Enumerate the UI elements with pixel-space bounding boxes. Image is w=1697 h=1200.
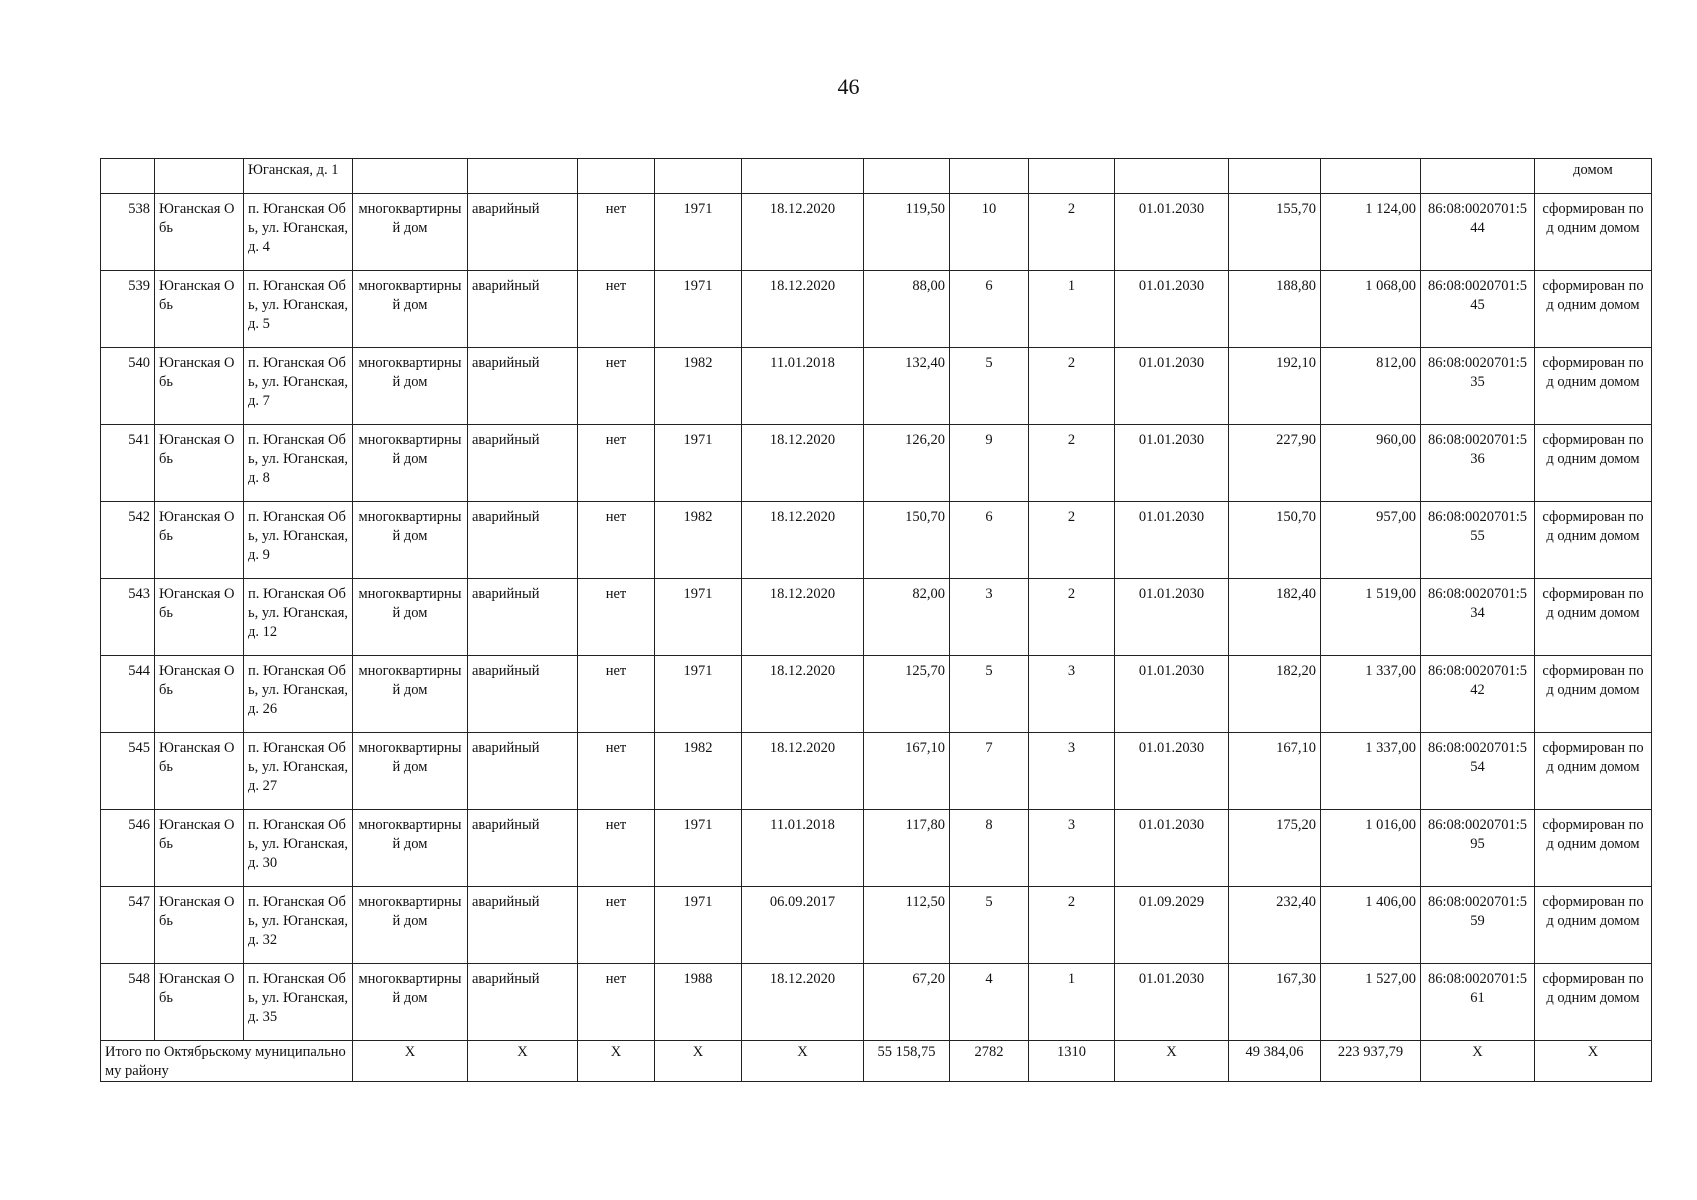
plan-date-cell: 01.01.2030 [1115, 733, 1229, 810]
building-type-cell: многоквартирный дом [353, 733, 468, 810]
condition-cell: аварийный [468, 502, 578, 579]
status-cell: сформирован под одним домом [1535, 194, 1652, 271]
year-cell: 1982 [655, 502, 742, 579]
status-cell: сформирован под одним домом [1535, 502, 1652, 579]
area-cell: 167,10 [864, 733, 950, 810]
year-cell: 1971 [655, 425, 742, 502]
count-2-cell: 3 [1029, 810, 1115, 887]
plan-date-cell: 01.01.2030 [1115, 271, 1229, 348]
count-2-cell: 2 [1029, 502, 1115, 579]
flag-cell: нет [578, 425, 655, 502]
count-1-cell: 6 [950, 271, 1029, 348]
cadastre-cell: 86:08:0020701:561 [1421, 964, 1535, 1041]
flag-cell: нет [578, 810, 655, 887]
table-row [101, 964, 1652, 1041]
condition-cell: аварийный [468, 194, 578, 271]
land-area-cell: 188,80 [1229, 271, 1321, 348]
table-row-continuation [101, 159, 1652, 194]
total-flag-cell: X [578, 1041, 655, 1082]
address-cell: п. Юганская Обь, ул. Юганская, д. 27 [244, 733, 353, 810]
sum-cell: 960,00 [1321, 425, 1421, 502]
count-2-cell: 2 [1029, 579, 1115, 656]
row-number-cell: 541 [101, 425, 155, 502]
count-1-cell: 8 [950, 810, 1029, 887]
land-area-cell: 150,70 [1229, 502, 1321, 579]
address-cell: п. Юганская Обь, ул. Юганская, д. 9 [244, 502, 353, 579]
sum-cell: 1 519,00 [1321, 579, 1421, 656]
row-number-cell: 538 [101, 194, 155, 271]
total-condition-cell: X [468, 1041, 578, 1082]
plan-date-cell: 01.01.2030 [1115, 810, 1229, 887]
date-cell: 11.01.2018 [742, 348, 864, 425]
area-cell: 132,40 [864, 348, 950, 425]
flag-cell: нет [578, 887, 655, 964]
settlement-cell: Юганская Обь [155, 810, 244, 887]
count-2-cell: 2 [1029, 887, 1115, 964]
settlement-cell: Юганская Обь [155, 425, 244, 502]
row-number-cell: 540 [101, 348, 155, 425]
land-area-cell: 167,10 [1229, 733, 1321, 810]
settlement-cell: Юганская Обь [155, 887, 244, 964]
cadastre-cell: 86:08:0020701:545 [1421, 271, 1535, 348]
cadastre-cell: 86:08:0020701:544 [1421, 194, 1535, 271]
year-cell: 1982 [655, 348, 742, 425]
count-2-cell: 3 [1029, 656, 1115, 733]
condition-cell: аварийный [468, 887, 578, 964]
row-number-cell: 548 [101, 964, 155, 1041]
row-number-cell: 545 [101, 733, 155, 810]
building-type-cell: многоквартирный дом [353, 348, 468, 425]
settlement-cell: Юганская Обь [155, 964, 244, 1041]
building-type-cell: многоквартирный дом [353, 964, 468, 1041]
settlement-cell: Юганская Обь [155, 656, 244, 733]
flag-cell: нет [578, 502, 655, 579]
plan-date-cell: 01.01.2030 [1115, 425, 1229, 502]
page-number: 46 [837, 74, 860, 99]
table-row [101, 194, 1652, 271]
housing-registry-table [100, 158, 1652, 1082]
year-cell: 1988 [655, 964, 742, 1041]
building-type-cell: многоквартирный дом [353, 502, 468, 579]
total-building-type-cell: X [353, 1041, 468, 1082]
sum-cell: 1 124,00 [1321, 194, 1421, 271]
land-area-cell: 232,40 [1229, 887, 1321, 964]
count-2-cell: 1 [1029, 964, 1115, 1041]
total-sum-cell: 223 937,79 [1321, 1041, 1421, 1082]
area-cell: 112,50 [864, 887, 950, 964]
year-cell: 1971 [655, 656, 742, 733]
sum-cell: 1 337,00 [1321, 733, 1421, 810]
address-cell: п. Юганская Обь, ул. Юганская, д. 7 [244, 348, 353, 425]
table-row [101, 502, 1652, 579]
count-1-cell: 5 [950, 887, 1029, 964]
status-cell: сформирован под одним домом [1535, 887, 1652, 964]
area-cell: 150,70 [864, 502, 950, 579]
settlement-cell: Юганская Обь [155, 579, 244, 656]
sum-cell: 1 406,00 [1321, 887, 1421, 964]
settlement-cell: Юганская Обь [155, 733, 244, 810]
cadastre-cell: 86:08:0020701:534 [1421, 579, 1535, 656]
cadastre-cell: 86:08:0020701:542 [1421, 656, 1535, 733]
count-2-cell: 1 [1029, 271, 1115, 348]
total-status-cell: X [1535, 1041, 1652, 1082]
status-cell: сформирован под одним домом [1535, 810, 1652, 887]
flag-cell: нет [578, 656, 655, 733]
date-cell: 18.12.2020 [742, 425, 864, 502]
cadastre-cell: 86:08:0020701:536 [1421, 425, 1535, 502]
total-date-cell: X [742, 1041, 864, 1082]
plan-date-cell: 01.01.2030 [1115, 502, 1229, 579]
date-cell: 11.01.2018 [742, 810, 864, 887]
condition-cell: аварийный [468, 425, 578, 502]
status-cell: сформирован под одним домом [1535, 656, 1652, 733]
total-area-cell: 55 158,75 [864, 1041, 950, 1082]
count-1-cell: 5 [950, 348, 1029, 425]
plan-date-cell: 01.01.2030 [1115, 656, 1229, 733]
date-cell: 18.12.2020 [742, 502, 864, 579]
table-row [101, 733, 1652, 810]
flag-cell: нет [578, 733, 655, 810]
condition-cell: аварийный [468, 579, 578, 656]
flag-cell: нет [578, 194, 655, 271]
area-cell: 119,50 [864, 194, 950, 271]
status-cell: сформирован под одним домом [1535, 425, 1652, 502]
sum-cell: 1 068,00 [1321, 271, 1421, 348]
count-2-cell: 2 [1029, 194, 1115, 271]
area-cell: 88,00 [864, 271, 950, 348]
land-area-cell: 227,90 [1229, 425, 1321, 502]
table-row [101, 887, 1652, 964]
date-cell: 18.12.2020 [742, 964, 864, 1041]
total-label: Итого по Октябрьскому муниципальному району [101, 1041, 353, 1082]
settlement-cell: Юганская Обь [155, 502, 244, 579]
condition-cell: аварийный [468, 348, 578, 425]
sum-cell: 1 527,00 [1321, 964, 1421, 1041]
year-cell: 1971 [655, 810, 742, 887]
condition-cell: аварийный [468, 733, 578, 810]
sum-cell: 1 337,00 [1321, 656, 1421, 733]
condition-cell: аварийный [468, 964, 578, 1041]
building-type-cell: многоквартирный дом [353, 887, 468, 964]
settlement-cell: Юганская Обь [155, 194, 244, 271]
count-2-cell: 3 [1029, 733, 1115, 810]
status-cell: сформирован под одним домом [1535, 579, 1652, 656]
land-area-cell: 167,30 [1229, 964, 1321, 1041]
row-number-cell: 544 [101, 656, 155, 733]
count-1-cell: 9 [950, 425, 1029, 502]
count-2-cell: 2 [1029, 348, 1115, 425]
address-cell: п. Юганская Обь, ул. Юганская, д. 35 [244, 964, 353, 1041]
row-number-cell: 543 [101, 579, 155, 656]
total-land-area-cell: 49 384,06 [1229, 1041, 1321, 1082]
area-cell: 117,80 [864, 810, 950, 887]
date-cell: 06.09.2017 [742, 887, 864, 964]
count-1-cell: 4 [950, 964, 1029, 1041]
row-number-cell: 539 [101, 271, 155, 348]
sum-cell: 812,00 [1321, 348, 1421, 425]
address-cell: п. Юганская Обь, ул. Юганская, д. 4 [244, 194, 353, 271]
table-row [101, 271, 1652, 348]
row-number-cell: 547 [101, 887, 155, 964]
condition-cell: аварийный [468, 656, 578, 733]
building-type-cell: многоквартирный дом [353, 194, 468, 271]
total-count-2-cell: 1310 [1029, 1041, 1115, 1082]
date-cell: 18.12.2020 [742, 194, 864, 271]
table-row [101, 656, 1652, 733]
row-number-cell: 546 [101, 810, 155, 887]
plan-date-cell: 01.01.2030 [1115, 194, 1229, 271]
building-type-cell: многоквартирный дом [353, 656, 468, 733]
status-cell: сформирован под одним домом [1535, 964, 1652, 1041]
status-cell: сформирован под одним домом [1535, 733, 1652, 810]
plan-date-cell: 01.01.2030 [1115, 579, 1229, 656]
table-row [101, 425, 1652, 502]
count-1-cell: 6 [950, 502, 1029, 579]
total-count-1-cell: 2782 [950, 1041, 1029, 1082]
year-cell: 1971 [655, 194, 742, 271]
total-year-cell: X [655, 1041, 742, 1082]
land-area-cell: 182,20 [1229, 656, 1321, 733]
land-area-cell: 155,70 [1229, 194, 1321, 271]
address-cell: п. Юганская Обь, ул. Юганская, д. 8 [244, 425, 353, 502]
condition-cell: аварийный [468, 271, 578, 348]
condition-cell: аварийный [468, 810, 578, 887]
address-cell: п. Юганская Обь, ул. Юганская, д. 26 [244, 656, 353, 733]
land-area-cell: 182,40 [1229, 579, 1321, 656]
count-1-cell: 3 [950, 579, 1029, 656]
row-number-cell: 542 [101, 502, 155, 579]
settlement-cell: Юганская Обь [155, 271, 244, 348]
address-cell: Юганская, д. 1 [244, 159, 353, 194]
date-cell: 18.12.2020 [742, 656, 864, 733]
land-area-cell: 175,20 [1229, 810, 1321, 887]
sum-cell: 1 016,00 [1321, 810, 1421, 887]
count-1-cell: 10 [950, 194, 1029, 271]
status-cell: сформирован под одним домом [1535, 271, 1652, 348]
date-cell: 18.12.2020 [742, 733, 864, 810]
table-row-total [101, 1041, 1652, 1082]
table-row [101, 579, 1652, 656]
flag-cell: нет [578, 964, 655, 1041]
flag-cell: нет [578, 348, 655, 425]
date-cell: 18.12.2020 [742, 579, 864, 656]
cadastre-cell: 86:08:0020701:559 [1421, 887, 1535, 964]
address-cell: п. Юганская Обь, ул. Юганская, д. 32 [244, 887, 353, 964]
flag-cell: нет [578, 579, 655, 656]
count-1-cell: 7 [950, 733, 1029, 810]
plan-date-cell: 01.09.2029 [1115, 887, 1229, 964]
settlement-cell: Юганская Обь [155, 348, 244, 425]
sum-cell: 957,00 [1321, 502, 1421, 579]
cadastre-cell: 86:08:0020701:555 [1421, 502, 1535, 579]
status-cell: сформирован под одним домом [1535, 348, 1652, 425]
status-cell: домом [1535, 159, 1652, 194]
flag-cell: нет [578, 271, 655, 348]
year-cell: 1971 [655, 271, 742, 348]
building-type-cell: многоквартирный дом [353, 579, 468, 656]
table-row [101, 348, 1652, 425]
area-cell: 67,20 [864, 964, 950, 1041]
address-cell: п. Юганская Обь, ул. Юганская, д. 30 [244, 810, 353, 887]
area-cell: 126,20 [864, 425, 950, 502]
plan-date-cell: 01.01.2030 [1115, 348, 1229, 425]
date-cell: 18.12.2020 [742, 271, 864, 348]
building-type-cell: многоквартирный дом [353, 271, 468, 348]
area-cell: 125,70 [864, 656, 950, 733]
address-cell: п. Юганская Обь, ул. Юганская, д. 5 [244, 271, 353, 348]
building-type-cell: многоквартирный дом [353, 810, 468, 887]
year-cell: 1971 [655, 579, 742, 656]
area-cell: 82,00 [864, 579, 950, 656]
address-cell: п. Юганская Обь, ул. Юганская, д. 12 [244, 579, 353, 656]
table-row [101, 810, 1652, 887]
year-cell: 1971 [655, 887, 742, 964]
cadastre-cell: 86:08:0020701:595 [1421, 810, 1535, 887]
count-2-cell: 2 [1029, 425, 1115, 502]
count-1-cell: 5 [950, 656, 1029, 733]
plan-date-cell: 01.01.2030 [1115, 964, 1229, 1041]
building-type-cell: многоквартирный дом [353, 425, 468, 502]
land-area-cell: 192,10 [1229, 348, 1321, 425]
cadastre-cell: 86:08:0020701:535 [1421, 348, 1535, 425]
total-cadastre-cell: X [1421, 1041, 1535, 1082]
year-cell: 1982 [655, 733, 742, 810]
cadastre-cell: 86:08:0020701:554 [1421, 733, 1535, 810]
total-plan-date-cell: X [1115, 1041, 1229, 1082]
